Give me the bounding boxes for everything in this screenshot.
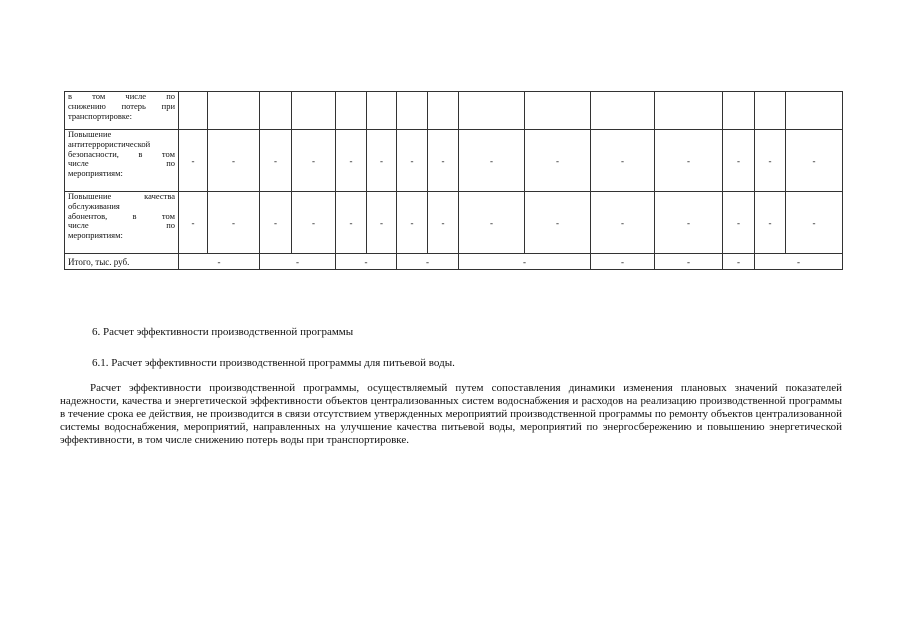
- table-cell: [723, 92, 755, 130]
- table-cell: -: [397, 130, 428, 192]
- table-cell: -: [655, 192, 723, 254]
- table-cell: -: [292, 192, 336, 254]
- table-cell: [755, 92, 786, 130]
- table-cell: -: [208, 192, 260, 254]
- table-row: [65, 192, 843, 254]
- table-cell: -: [397, 192, 428, 254]
- table-cell: -: [428, 130, 459, 192]
- table-row: [65, 130, 843, 192]
- table-cell: -: [208, 130, 260, 192]
- table-cell: -: [459, 130, 525, 192]
- table-cell: -: [525, 130, 591, 192]
- table-cell: [525, 92, 591, 130]
- table-cell: -: [786, 130, 843, 192]
- table-cell: [459, 92, 525, 130]
- table-cell: -: [179, 130, 208, 192]
- table-cell: [786, 92, 843, 130]
- total-cell: -: [260, 254, 336, 270]
- table-cell: -: [367, 130, 397, 192]
- table-cell: -: [260, 130, 292, 192]
- table-cell: -: [655, 130, 723, 192]
- total-cell: -: [459, 254, 591, 270]
- table-cell: -: [179, 192, 208, 254]
- table-cell: -: [525, 192, 591, 254]
- table-cell: -: [786, 192, 843, 254]
- total-cell: -: [591, 254, 655, 270]
- table-cell: [179, 92, 208, 130]
- table-cell: -: [260, 192, 292, 254]
- total-row: [65, 254, 843, 270]
- table-cell: [367, 92, 397, 130]
- table-cell: -: [336, 130, 367, 192]
- total-cell: -: [655, 254, 723, 270]
- table-cell: [591, 92, 655, 130]
- table-cell: [655, 92, 723, 130]
- total-cell: -: [179, 254, 260, 270]
- body-paragraph: Расчет эффективности производственной программы, осуществляемый путем сопоставления динамики изменения плановых значений показателей надежности, качества и энергетической эффективности объектов централизованных систем водоснабжения и расходов на реализацию производственной программы в течение срока ее действия, не производится в связи отсутствием утвержденных мероприятий производственной программы по ремонту объектов централизованной системы водоснабжения, мероприятий, направленных на улучшение качества питьевой воды, мероприятий по энергосбережению и повышению энергетической эффективности, в том числе снижению потерь воды при транспортировке.: [60, 382, 842, 446]
- table-cell: [428, 92, 459, 130]
- subsection-heading: 6.1. Расчет эффективности производственной программы для питьевой воды.: [92, 357, 455, 369]
- table-row: [65, 92, 843, 130]
- table-cell: -: [755, 130, 786, 192]
- table-cell: -: [459, 192, 525, 254]
- total-cell: -: [397, 254, 459, 270]
- table-cell: [292, 92, 336, 130]
- row-label: Повышение качества обслуживания абонентов, в том числе по мероприятиям:: [65, 192, 179, 254]
- table-cell: [260, 92, 292, 130]
- table-cell: -: [755, 192, 786, 254]
- table-cell: -: [367, 192, 397, 254]
- total-cell: -: [723, 254, 755, 270]
- table-cell: -: [428, 192, 459, 254]
- table-cell: -: [591, 130, 655, 192]
- table-cell: -: [591, 192, 655, 254]
- table-cell: -: [336, 192, 367, 254]
- table-cell: [208, 92, 260, 130]
- table-cell: -: [723, 192, 755, 254]
- table-cell: -: [723, 130, 755, 192]
- table-cell: [336, 92, 367, 130]
- section-heading: 6. Расчет эффективности производственной программы: [92, 326, 354, 338]
- table-cell: [397, 92, 428, 130]
- total-label: Итого, тыс. руб.: [65, 254, 179, 270]
- measures-table: [64, 91, 843, 270]
- total-cell: -: [336, 254, 397, 270]
- row-label: Повышение антитеррористической безопасности, в том числе по мероприятиям:: [65, 130, 179, 192]
- table-cell: -: [292, 130, 336, 192]
- total-cell: -: [755, 254, 843, 270]
- row-label: в том числе по снижению потерь при транспортировке:: [65, 92, 179, 130]
